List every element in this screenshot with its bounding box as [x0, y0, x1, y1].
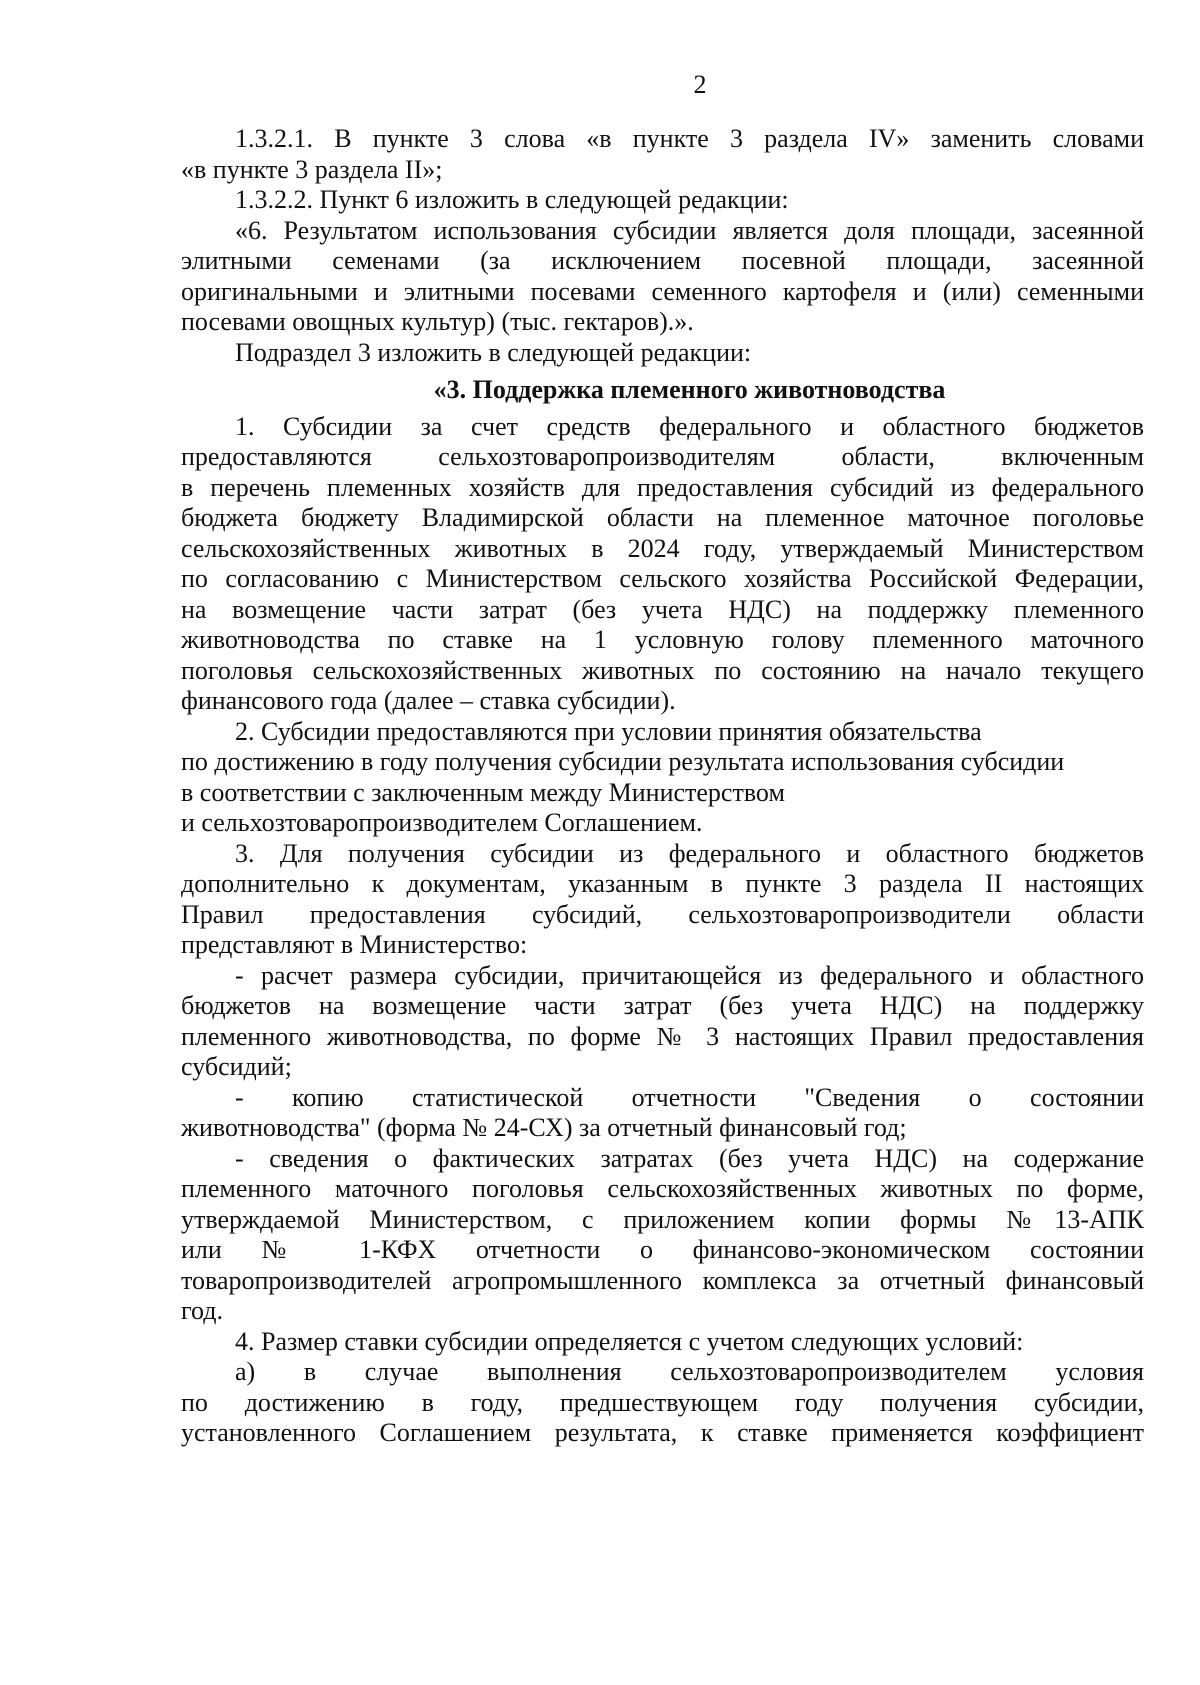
text-line: бюджета бюджету Владимирской области на племенное маточное поголовье — [181, 503, 1144, 532]
text-line: животноводства по ставке на 1 условную голову племенного маточного — [181, 625, 1144, 654]
text-line: элитными семенами (за исключением посевной площади, засеянной — [181, 246, 1144, 275]
text-line: «6. Результатом использования субсидии является доля площади, засеянной — [235, 215, 1144, 245]
text-line: утверждаемой Министерством, с приложением копии формы №13-АПК — [181, 1204, 1144, 1234]
text-line: или № 1-КФХ отчетности о финансово-экономическом состоянии — [181, 1235, 1144, 1264]
clause-2 — [181, 717, 1144, 839]
text-line: Правил предоставления субсидий, сельхозтоваропроизводители области — [181, 899, 1144, 929]
text-line: установленного Соглашением результата, к ставке применяется коэффициент — [181, 1418, 1144, 1447]
text-line: по согласованию с Министерством сельского хозяйства Российской Федерации, — [181, 564, 1144, 593]
document-body — [181, 124, 1144, 1449]
text-line: субсидий; — [181, 1052, 292, 1081]
text-line: в соответствии с заключенным между Министерством — [181, 777, 785, 807]
text-line: на возмещение части затрат (без учета НДС) на поддержку племенного — [181, 594, 1144, 624]
text-line: животноводства" (форма № 24-СХ) за отчетный финансовый год; — [181, 1113, 907, 1142]
text-line: оригинальными и элитными посевами семенного картофеля и (или) семенными — [181, 276, 1144, 306]
text-line: 2. Субсидии предоставляются при условии принятия обязательства — [235, 716, 982, 746]
clause-3 — [181, 839, 1144, 961]
clause-1 — [181, 412, 1144, 717]
text-line: - расчет размера субсидии, причитающейся из федерального и областного — [235, 960, 1144, 990]
text-line: бюджетов на возмещение части затрат (без учета НДС) на поддержку — [181, 991, 1144, 1020]
bullet-calculation — [181, 961, 1144, 1083]
text-line: 4. Размер ставки субсидии определяется с учетом следующих условий: — [235, 1326, 1024, 1356]
section-heading: «3. Поддержка племенного животноводства — [433, 375, 946, 404]
text-line: представляют в Министерство: — [181, 930, 528, 959]
text-line: финансового года (далее – ставка субсидии). — [181, 686, 676, 715]
text-line: племенного маточного поголовья сельскохозяйственных животных по форме, — [181, 1174, 1144, 1203]
text-line: сельскохозяйственных животных в 2024 году, утверждаемый Министерством — [181, 533, 1144, 563]
clause-4 — [181, 1327, 1144, 1358]
text-line: племенного животноводства, по форме № 3 настоящих Правил предоставления — [181, 1021, 1144, 1051]
text-line: 1.3.2.1. В пункте 3 слова «в пункте 3 раздела IV» заменить словами — [235, 124, 1144, 153]
text-line: и сельхозтоваропроизводителем Соглашением. — [181, 808, 703, 837]
text-line: по достижению в году, предшествующем году получения субсидии, — [181, 1387, 1144, 1417]
text-line: товаропроизводителей агропромышленного комплекса за отчетный финансовый — [181, 1265, 1144, 1295]
paragraph-subsection-3 — [181, 338, 1144, 369]
text-line: - сведения о фактических затратах (без учета НДС) на содержание — [235, 1143, 1144, 1173]
text-line: 3. Для получения субсидии из федерального и областного бюджетов — [235, 838, 1144, 868]
text-line: дополнительно к документам, указанным в пункте 3 раздела II настоящих — [181, 869, 1144, 898]
bullet-expenses — [181, 1144, 1144, 1327]
text-line: Подраздел 3 изложить в следующей редакции: — [235, 337, 752, 367]
text-line: - копию статистической отчетности "Сведения о состоянии — [235, 1082, 1144, 1112]
clause-4-a — [181, 1357, 1144, 1449]
text-line: 1. Субсидии за счет средств федерального и областного бюджетов — [235, 411, 1144, 441]
bullet-statistics — [181, 1083, 1144, 1144]
text-line: в перечень племенных хозяйств для предоставления субсидий из федерального — [181, 472, 1144, 502]
text-line: «в пункте 3 раздела II»; — [181, 154, 443, 184]
text-line: год. — [181, 1296, 223, 1325]
paragraph-1-3-2-2 — [181, 185, 1144, 216]
page-number: 2 — [693, 70, 707, 99]
text-line: по достижению в году получения субсидии результата использования субсидии — [181, 747, 1065, 776]
text-line: предоставляются сельхозтоваропроизводителям области, включенным — [181, 442, 1144, 471]
text-line: поголовья сельскохозяйственных животных по состоянию на начало текущего — [181, 655, 1144, 685]
text-line: а) в случае выполнения сельхозтоваропроизводителем условия — [235, 1357, 1144, 1386]
text-line: посевами овощных культур) (тыс. гектаров).». — [181, 307, 694, 336]
paragraph-1-3-2-1 — [181, 124, 1144, 185]
text-line: 1.3.2.2. Пункт 6 изложить в следующей редакции: — [235, 185, 789, 214]
paragraph-point-6 — [181, 216, 1144, 338]
